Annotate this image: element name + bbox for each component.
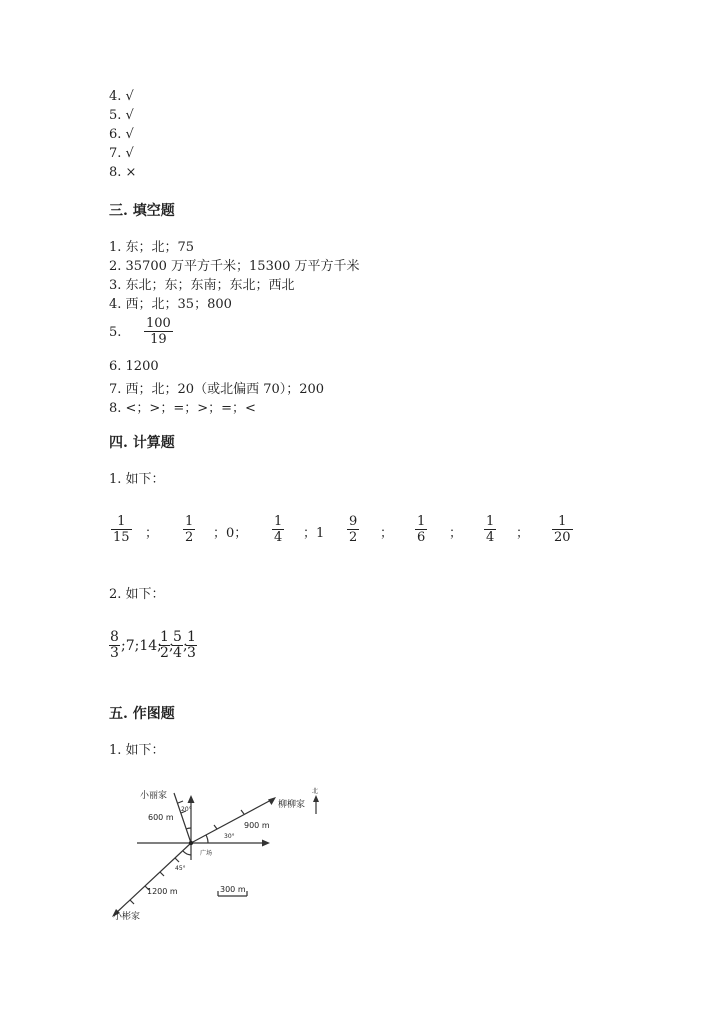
fraction-denominator: 2 xyxy=(185,530,194,545)
fraction-denominator: 6 xyxy=(417,530,426,545)
calc-row2-text: ;7;14; xyxy=(121,638,162,654)
tick-mark xyxy=(241,810,244,814)
line-to-xiaobin xyxy=(115,843,191,914)
tick-mark xyxy=(160,872,164,876)
fraction-denominator: 3 xyxy=(187,645,196,661)
fraction-denominator: 20 xyxy=(554,530,571,545)
tick-mark xyxy=(214,825,217,829)
fraction-numerator: 9 xyxy=(349,514,358,529)
square-point xyxy=(189,841,193,845)
fill-item-4: 4. 西；北；35；800 xyxy=(109,297,232,312)
tick-mark xyxy=(178,801,183,803)
fraction-denominator: 2 xyxy=(160,645,169,661)
tick-mark xyxy=(175,858,179,862)
label-square: 广场 xyxy=(200,850,213,857)
fraction-denominator: 4 xyxy=(173,645,182,661)
line-to-xiaoli xyxy=(174,793,191,843)
calc-row1-separator: ； xyxy=(380,526,394,541)
fraction-denominator: 4 xyxy=(486,530,495,545)
calc-item-1-label: 1. 如下： xyxy=(109,472,165,487)
angle-arc-45 xyxy=(183,851,191,855)
north-indicator-icon xyxy=(313,795,319,802)
calc-item-2-label: 2. 如下： xyxy=(109,587,165,602)
calc-row1-separator: ；0； xyxy=(213,526,248,541)
draw-item-1-label: 1. 如下： xyxy=(109,743,165,758)
fraction-numerator: 1 xyxy=(486,514,495,529)
fill-item-3: 3. 东北；东；东南；东北；西北 xyxy=(109,278,295,293)
calc-row1-separator: ； xyxy=(516,526,530,541)
east-arrow xyxy=(262,840,270,847)
tick-mark xyxy=(130,900,134,904)
fraction-numerator: 5 xyxy=(173,629,182,645)
label-liuliu: 柳柳家 xyxy=(278,800,306,810)
fill-item-6: 6. 1200 xyxy=(109,359,159,374)
fraction-numerator: 1 xyxy=(160,629,169,645)
fill-item-8: 8. <；>；=；>；=；< xyxy=(109,401,256,416)
fraction-numerator: 1 xyxy=(274,514,283,529)
judge-item-6: 6. √ xyxy=(109,127,134,142)
judge-item-7: 7. √ xyxy=(109,146,134,161)
calc-row1-separator: ； xyxy=(449,526,463,541)
calc-row1-separator: ；1 xyxy=(303,526,325,541)
label-scale: 300 m xyxy=(220,885,246,894)
label-xiaobin: 小彬家 xyxy=(113,912,141,922)
fraction-numerator: 1 xyxy=(552,514,573,530)
label-45deg: 45° xyxy=(175,865,186,872)
label-north: 北 xyxy=(312,788,319,795)
fraction-denominator: 19 xyxy=(150,332,167,347)
section5-heading: 五. 作图题 xyxy=(109,706,175,722)
fill-item-5-label: 5. xyxy=(109,325,122,340)
fill-item-1: 1. 东；北；75 xyxy=(109,240,195,255)
fraction-numerator: 100 xyxy=(146,316,171,331)
label-xiaoli: 小丽家 xyxy=(140,791,168,801)
fraction-denominator: 4 xyxy=(274,530,283,545)
fraction-numerator: 1 xyxy=(111,514,132,530)
fraction-denominator: 3 xyxy=(110,645,119,661)
judge-item-5: 5. √ xyxy=(109,108,134,123)
label-20deg: 20° xyxy=(181,806,192,813)
calc-row2-text: ; xyxy=(169,638,174,654)
fraction-numerator: 1 xyxy=(417,514,426,529)
calc-row1-separator: ； xyxy=(145,526,159,541)
fraction-denominator: 2 xyxy=(349,530,358,545)
section3-heading: 三. 填空题 xyxy=(109,203,175,219)
fill-item-7: 7. 西；北；20（或北偏西 70）；200 xyxy=(109,382,325,397)
angle-arc-20 xyxy=(186,828,191,829)
fraction-denominator: 15 xyxy=(113,530,130,545)
section4-heading: 四. 计算题 xyxy=(109,435,175,451)
label-600m: 600 m xyxy=(148,813,174,822)
fraction-numerator: 1 xyxy=(187,629,196,645)
judge-item-8: 8. × xyxy=(109,165,137,180)
fraction-numerator: 8 xyxy=(110,629,119,645)
fraction-numerator: 1 xyxy=(185,514,194,529)
angle-arc-30 xyxy=(206,835,208,843)
liuliu-arrow xyxy=(268,797,276,805)
label-30deg: 30° xyxy=(224,833,235,840)
label-1200m: 1200 m xyxy=(147,887,178,896)
label-900m: 900 m xyxy=(244,821,270,830)
north-arrow-head xyxy=(188,795,195,803)
calc-row2-text: ; xyxy=(183,638,188,654)
judge-item-4: 4. √ xyxy=(109,89,134,104)
fill-item-2: 2. 35700 万平方千米；15300 万平方千米 xyxy=(109,259,360,274)
